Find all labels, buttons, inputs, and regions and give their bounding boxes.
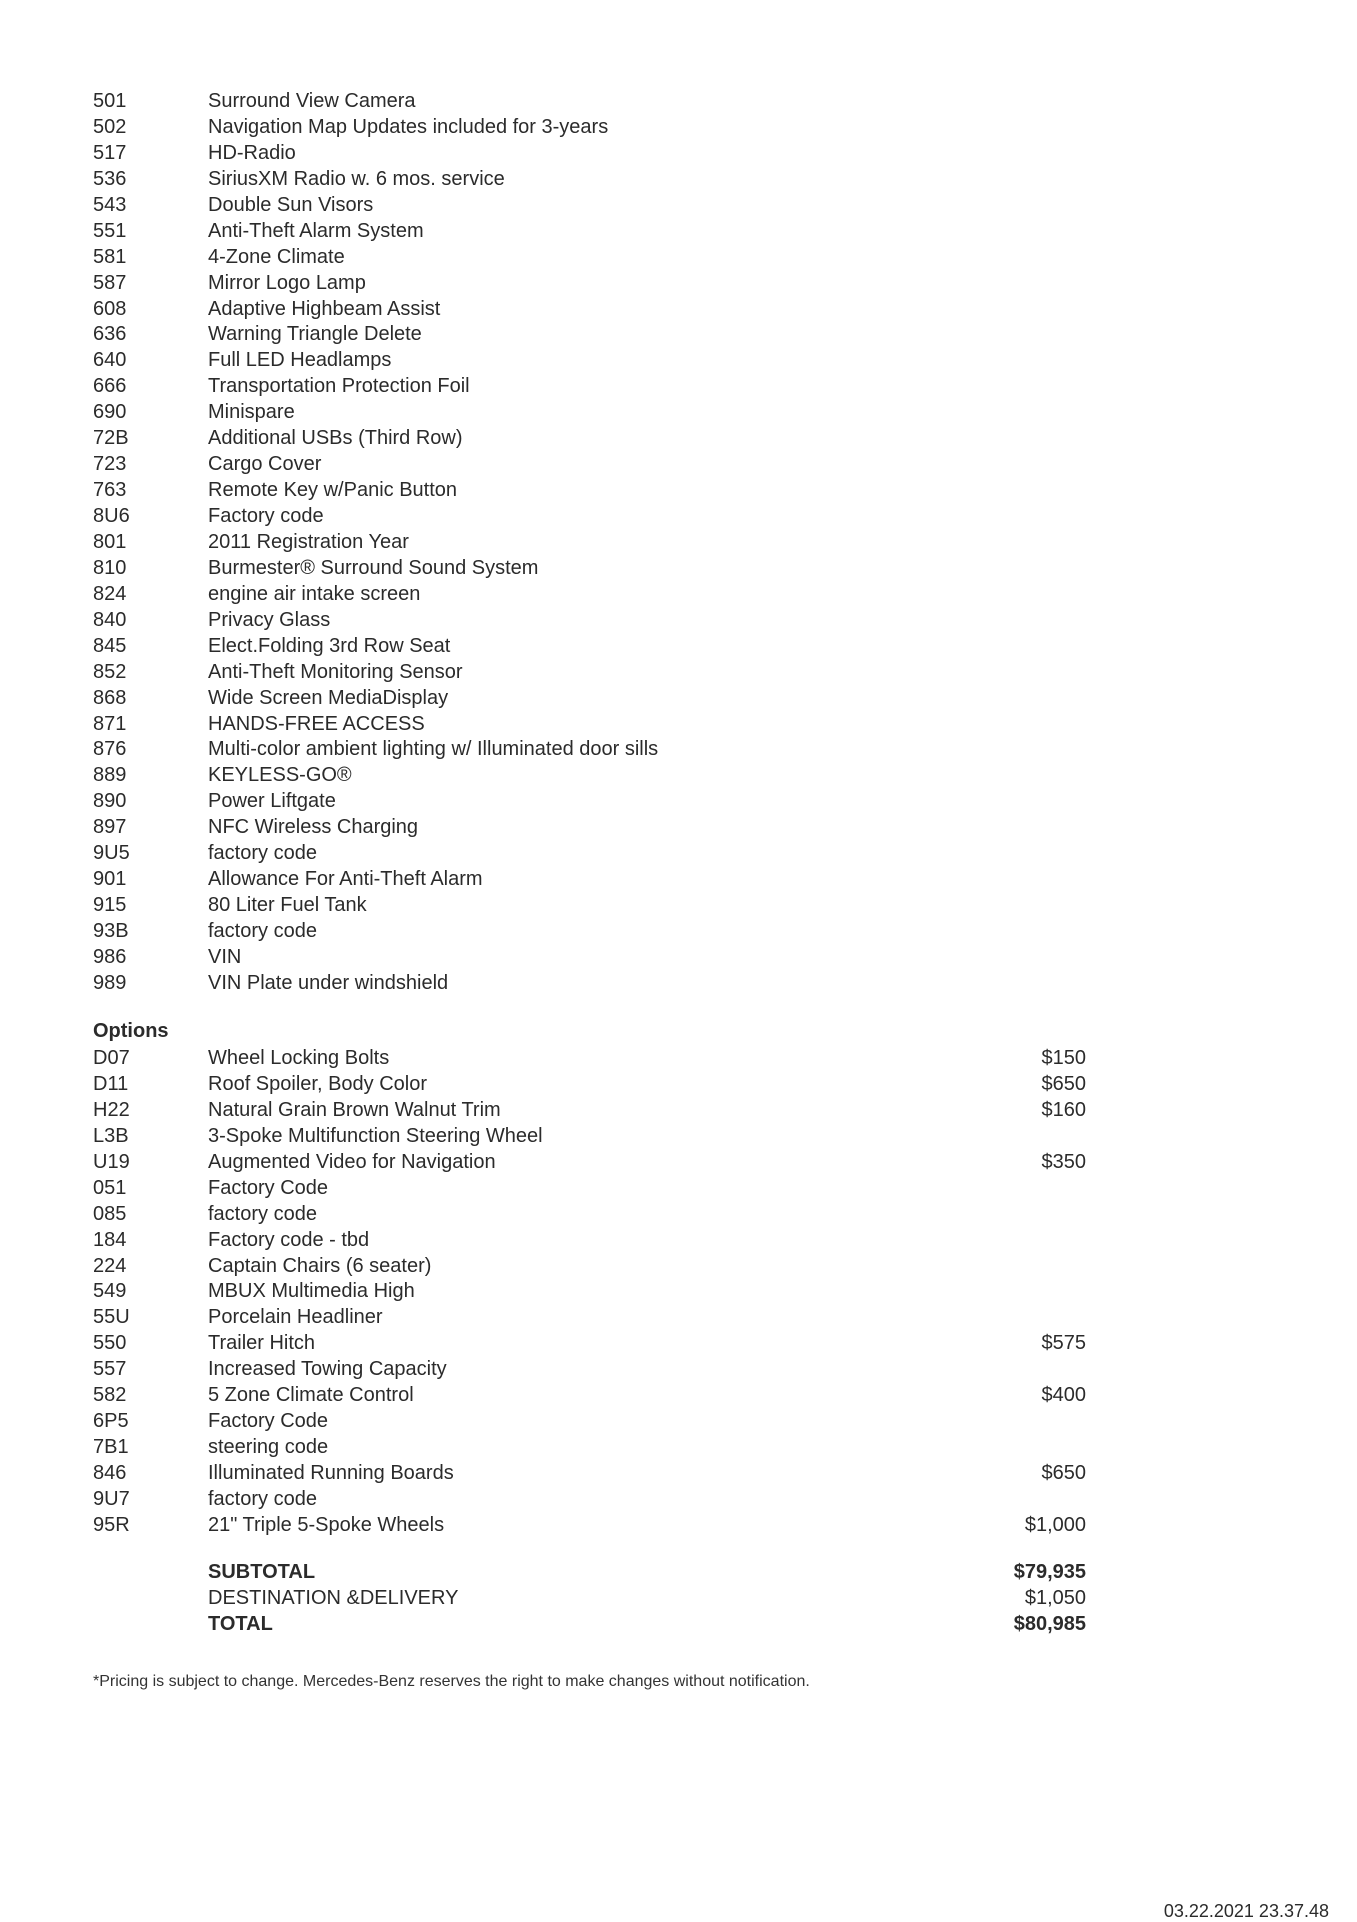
list-item [93,1513,1086,1539]
item-code: 502 [93,115,127,138]
item-description: Wide Screen MediaDisplay [208,686,449,709]
item-description: Natural Grain Brown Walnut Trim [208,1098,501,1121]
item-price: $400 [1041,1384,1086,1407]
list-item [93,789,1093,815]
list-item [93,1279,1086,1305]
item-code: 550 [93,1332,127,1355]
item-description: 4-Zone Climate [208,245,345,268]
list-item [93,660,1093,686]
item-price: $1,000 [1024,1513,1086,1536]
item-price: $160 [1041,1098,1086,1121]
item-code: 536 [93,167,127,190]
standard-equipment-list [93,89,1093,997]
list-item [93,426,1093,452]
item-description: 21" Triple 5-Spoke Wheels [208,1513,445,1536]
item-description: VIN [208,945,242,968]
list-item [93,1176,1086,1202]
item-description: VIN Plate under windshield [208,971,449,994]
item-code: 810 [93,556,127,579]
options-heading: Options [93,1020,169,1042]
item-description: Remote Key w/Panic Button [208,479,458,502]
item-code: 72B [93,427,129,450]
item-description: Factory code [208,505,324,527]
list-item [93,1124,1086,1150]
item-code: 501 [93,90,127,112]
list-item [93,556,1093,582]
item-code: D11 [93,1072,129,1095]
item-description: Roof Spoiler, Body Color [208,1072,428,1095]
list-item [93,1098,1086,1124]
list-item [93,1150,1086,1176]
item-description: 80 Liter Fuel Tank [208,894,367,917]
item-description: Augmented Video for Navigation [208,1150,496,1173]
item-description: Full LED Headlamps [208,349,392,372]
item-description: Allowance For Anti-Theft Alarm [208,868,483,891]
list-item [93,167,1093,193]
list-item [93,737,1093,763]
item-code: 723 [93,453,127,476]
item-description: MBUX Multimedia High [208,1280,415,1303]
list-item [93,1487,1086,1513]
item-price: $350 [1041,1150,1086,1173]
total-row [93,1612,1086,1638]
item-description: HANDS-FREE ACCESS [208,712,425,735]
list-item [93,712,1093,738]
item-code: U19 [93,1150,130,1173]
item-description: HD-Radio [208,141,296,164]
list-item [93,348,1093,374]
list-item [93,945,1093,971]
list-item [93,608,1093,634]
item-code: 640 [93,349,127,372]
list-item [93,815,1093,841]
list-item [93,582,1093,608]
item-description: Illuminated Running Boards [208,1462,454,1484]
item-code: 852 [93,660,127,683]
destination-row [93,1586,1086,1612]
item-description: Cargo Cover [208,453,322,476]
item-description: Double Sun Visors [208,193,374,216]
item-description: factory code [208,842,317,865]
item-code: 868 [93,686,127,709]
item-code: H22 [93,1098,130,1121]
item-code: 9U7 [93,1487,130,1510]
item-description: steering code [208,1436,329,1459]
list-item [93,245,1093,271]
item-description: SiriusXM Radio w. 6 mos. service [208,167,505,190]
item-code: 871 [93,712,127,735]
item-code: 636 [93,323,127,346]
list-item [93,141,1093,167]
item-description: factory code [208,1487,317,1510]
item-description: Transportation Protection Foil [208,375,470,398]
list-item [93,452,1093,478]
list-item [93,478,1093,504]
item-code: 587 [93,271,127,294]
total-label: TOTAL [208,1612,273,1635]
item-description: Warning Triangle Delete [208,323,422,346]
list-item [93,1331,1086,1357]
total-value: $80,985 [1013,1612,1086,1635]
item-description: factory code [208,1202,317,1225]
item-description: Surround View Camera [208,90,416,112]
list-item [93,1046,1086,1072]
item-code: 890 [93,790,127,813]
item-code: 582 [93,1384,127,1407]
list-item [93,1072,1086,1098]
item-code: 986 [93,945,127,968]
item-description: Burmester® Surround Sound System [208,556,539,579]
destination-value: $1,050 [1024,1586,1086,1609]
item-description: factory code [208,920,317,942]
item-price: $575 [1041,1332,1086,1355]
item-code: 95R [93,1513,130,1536]
item-code: 93B [93,920,129,942]
list-item [93,1228,1086,1254]
item-description: 2011 Registration Year [208,530,409,553]
item-description: Adaptive Highbeam Assist [208,297,441,320]
item-code: D07 [93,1047,130,1069]
list-item [93,193,1093,219]
item-description: Navigation Map Updates included for 3-years [208,115,609,138]
list-item [93,504,1093,530]
item-description: Anti-Theft Alarm System [208,219,424,242]
item-description: NFC Wireless Charging [208,816,419,839]
list-item [93,1202,1086,1228]
list-item [93,271,1093,297]
item-price: $650 [1041,1072,1086,1095]
list-item [93,297,1093,323]
list-item [93,400,1093,426]
list-item [93,1254,1086,1280]
item-code: 184 [93,1228,127,1251]
item-code: 6P5 [93,1410,129,1433]
list-item [93,1383,1086,1409]
item-description: Additional USBs (Third Row) [208,427,463,450]
item-description: Multi-color ambient lighting w/ Illuminated door sills [208,738,659,761]
list-item [93,1435,1086,1461]
list-item [93,530,1093,556]
item-code: 7B1 [93,1436,129,1459]
list-item [93,841,1093,867]
item-description: Wheel Locking Bolts [208,1047,390,1069]
item-code: 9U5 [93,842,130,865]
item-description: Minispare [208,401,295,424]
item-code: 543 [93,193,127,216]
item-description: Mirror Logo Lamp [208,271,366,294]
list-item [93,89,1093,115]
item-code: 801 [93,530,127,553]
item-description: engine air intake screen [208,582,421,605]
list-item [93,971,1093,997]
item-description: Trailer Hitch [208,1332,316,1355]
subtotal-label: SUBTOTAL [208,1561,316,1583]
item-description: Power Liftgate [208,790,336,813]
list-item [93,1409,1086,1435]
list-item [93,1461,1086,1487]
item-code: 8U6 [93,505,130,527]
item-code: 840 [93,608,127,631]
item-description: Elect.Folding 3rd Row Seat [208,634,451,657]
item-code: 517 [93,141,127,164]
item-description: Porcelain Headliner [208,1306,383,1329]
list-item [93,115,1093,141]
item-code: 224 [93,1254,127,1277]
list-item [93,763,1093,789]
item-code: 608 [93,297,127,320]
item-description: Factory Code [208,1176,329,1199]
item-description: Privacy Glass [208,608,331,631]
list-item [93,322,1093,348]
item-code: 690 [93,401,127,424]
item-code: 085 [93,1202,127,1225]
item-code: 557 [93,1358,127,1381]
list-item [93,867,1093,893]
item-description: Increased Towing Capacity [208,1358,447,1381]
subtotal-row [93,1560,1086,1586]
print-timestamp: 03.22.2021 23.37.48 [1163,1901,1329,1921]
item-description: KEYLESS-GO® [208,764,352,787]
list-item [93,893,1093,919]
item-price: $650 [1041,1462,1086,1484]
item-description: Factory Code [208,1410,329,1433]
item-code: 763 [93,479,127,502]
item-price: $150 [1041,1047,1086,1069]
list-item [93,374,1093,400]
item-code: 915 [93,894,127,917]
options-list [93,1046,1086,1539]
item-description: Captain Chairs (6 seater) [208,1254,432,1277]
item-description: Factory code - tbd [208,1228,370,1251]
item-description: Anti-Theft Monitoring Sensor [208,660,463,683]
item-code: 55U [93,1306,130,1329]
list-item [93,634,1093,660]
item-code: 889 [93,764,127,787]
item-code: 989 [93,971,127,994]
item-code: 876 [93,738,127,761]
list-item [93,219,1093,245]
list-item [93,686,1093,712]
item-code: L3B [93,1124,129,1147]
item-code: 581 [93,245,127,268]
item-code: 551 [93,219,127,242]
destination-label: DESTINATION &DELIVERY [208,1586,459,1609]
item-code: 846 [93,1462,127,1484]
item-code: 051 [93,1176,127,1199]
item-code: 666 [93,375,127,398]
item-code: 897 [93,816,127,839]
totals-section [93,1560,1086,1638]
item-code: 549 [93,1280,127,1303]
item-code: 901 [93,868,127,891]
subtotal-value: $79,935 [1013,1561,1086,1583]
pricing-footnote: *Pricing is subject to change. Mercedes-Benz reserves the right to make changes without notification. [93,1673,810,1690]
list-item [93,919,1093,945]
item-description: 3-Spoke Multifunction Steering Wheel [208,1124,543,1147]
item-code: 824 [93,582,127,605]
list-item [93,1357,1086,1383]
item-description: 5 Zone Climate Control [208,1384,414,1407]
item-code: 845 [93,634,127,657]
list-item [93,1305,1086,1331]
